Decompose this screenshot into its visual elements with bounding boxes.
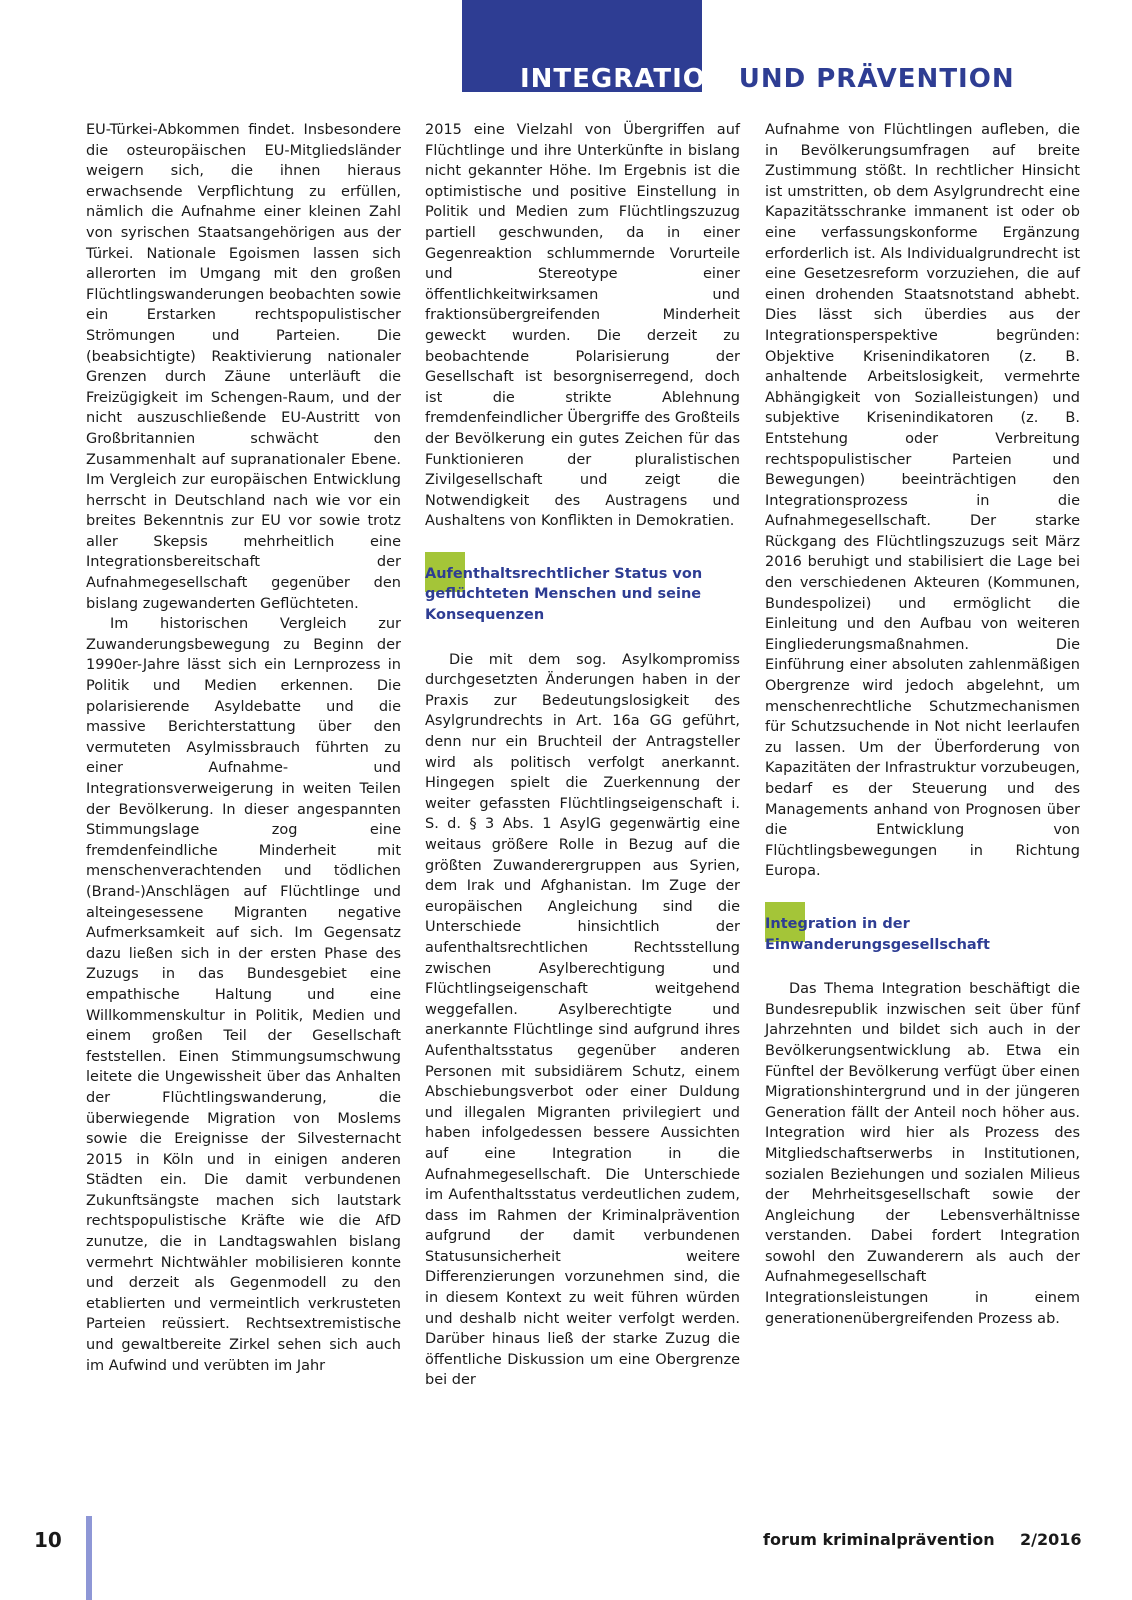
paragraph: Aufnahme von Flüchtlingen aufleben, die in Bevölkerungsumfragen auf breite Zustimmung stößt. In rechtlicher Hinsicht ist umstritten, ob dem Asylgrundrecht eine Kapazitätsschranke immanent ist oder ob eine verfassungskonforme Ergänzung erforderlich ist. Als Individualgrundrecht ist eine Gesetzesreform vorzuziehen, die auf einen drohenden Staatsnotstand abhebt. Dies lässt sich überdies aus der Integrationsperspektive begründen: Objektive Krisenindikatoren (z. B. anhaltende Arbeitslosigkeit, vermehrte Abhängigkeit von Sozialleistungen) und subjektive Krisenindikatoren (z. B. Entstehung oder Verbreitung rechtspopulistischer Parteien und Bewegungen) beeinträchtigen den Integrationsprozess in die Aufnahmegesellschaft. Der starke Rückgang des Flüchtlingszuzugs seit März 2016 beruhigt und stabilisiert die Lage bei den verschiedenen Akteuren (Kommunen, Bundespolizei) und ermöglicht die Einleitung und den Aufbau von weiteren Eingliederungsmaßnahmen. Die Einführung einer absoluten zahlenmäßigen Obergrenze wird jedoch abgelehnt, um menschenrechtliche Schutzmechanismen für Schutzsuchende in Not nicht leerlaufen zu lassen. Um der Überforderung von Kapazitäten der Infrastruktur vorzubeugen, bedarf es der Steuerung und des Managements anhand von Prognosen über die Entwicklung von Flüchtlingsbewegungen in Richtung Europa. — [765, 122, 1080, 880]
paragraph: Im historischen Vergleich zur Zuwanderungsbewegung zu Beginn der 1990er-Jahre lässt sich ein Lernprozess in Politik und Medien erkennen. Die polarisierende Asyldebatte und die massive Berichterstattung über den vermuteten Asylmissbrauch führten zu einer Aufnahme- und Integrationsverweigerung in weiten Teilen der Bevölkerung. In dieser angespannten Stimmungslage zog eine fremdenfeindliche Minderheit mit menschenverachtenden und tödlichen (Brand-)Anschlägen auf Flüchtlinge und alteingesessene Migranten negative Aufmerksamkeit auf sich. Im Gegensatz dazu ließen sich in der ersten Phase des Zuzugs in das Bundesgebiet eine empathische Haltung und eine Willkommenskultur in Politik, Medien und einem großen Teil der Gesellschaft feststellen. Einen Stimmungsumschwung leitete die Ungewissheit über das Anhalten der Flüchtlingswanderung, die überwiegende Migration von Moslems sowie die Ereignisse der Silvesternacht 2015 in Köln und in einigen anderen Städten ein. Die damit verbundenen Zukunftsängste machen sich lautstark rechtspopulistische Kräfte wie die AfD zunutze, die in Landtagswahlen bislang vermehrt Nichtwähler mobilisieren konnte und derzeit als Gegenmodell zu den etablierten und vermeintlich verkrusteten Parteien reüssiert. Rechtsextremistische und gewaltbereite Zirkel sehen sich auch im Aufwind und verübten im Jahr — [86, 616, 401, 1374]
text-column-1 — [86, 120, 401, 1376]
header-word-integration: INTEGRATION — [520, 64, 729, 94]
text-column-3 — [765, 120, 1080, 1329]
text-column-2 — [425, 120, 740, 1391]
section-heading-block — [765, 902, 1080, 955]
issue-number: 2/2016 — [1020, 1530, 1082, 1549]
publication-name: forum kriminalprävention — [763, 1530, 995, 1549]
section-heading-block — [425, 552, 740, 626]
section-heading: Integration in der Einwanderungsgesellschaft — [765, 915, 990, 953]
page-number: 10 — [34, 1528, 62, 1552]
paragraph: Das Thema Integration beschäftigt die Bundesrepublik inzwischen seit über fünf Jahrzehnten und bildet sich auch in der Bevölkerungsentwicklung ab. Etwa ein Fünftel der Bevölkerung verfügt über einen Migrationshintergrund und in der jüngeren Generation fällt der Anteil noch höher aus. Integration wird hier als Prozess des Mitgliedschaftserwerbs in Institutionen, sozialen Beziehungen und sozialen Milieus der Mehrheitsgesellschaft sowie der Angleichung der Lebensverhältnisse verstanden. Dabei fordert Integration sowohl den Zuwanderern als auch der Aufnahmegesellschaft Integrationsleistungen in einem generationenübergreifenden Prozess ab. — [765, 981, 1080, 1327]
header-word-praevention: UND PRÄVENTION — [738, 64, 1015, 94]
section-heading: Aufenthaltsrechtlicher Status von geflüchteten Menschen und seine Konsequenzen — [425, 565, 703, 624]
footer-accent-bar — [86, 1516, 92, 1600]
section-header — [520, 62, 1015, 96]
paragraph: 2015 eine Vielzahl von Übergriffen auf Flüchtlinge und ihre Unterkünfte in bislang nicht gekannter Höhe. Im Ergebnis ist die optimistische und positive Einstellung in Politik und Medien zum Flüchtlingszuzug partiell geschwunden, da in einer Gegenreaktion schlummernde Vorurteile und Stereotype einer öffentlichkeitwirksamen und fraktionsübergreifenden Minderheit geweckt wurden. Die derzeit zu beobachtende Polarisierung der Gesellschaft ist besorgniserregend, doch ist die strikte Ablehnung fremdenfeindlicher Übergriffe des Großteils der Bevölkerung ein gutes Zeichen für das Funktionieren der pluralistischen Zivilgesellschaft und zeigt die Notwendigkeit des Austragens und Aushaltens von Konflikten in Demokratien. — [425, 122, 740, 530]
paragraph: EU-Türkei-Abkommen findet. Insbesondere die osteuropäischen EU-Mitgliedsländer weigern sich, die ihnen hieraus erwachsende Verpflichtung zu erfüllen, nämlich die Aufnahme einer kleinen Zahl von syrischen Staatsangehörigen aus der Türkei. Nationale Egoismen lassen sich allerorten im Umgang mit den großen Flüchtlingswanderungen beobachten sowie ein Erstarken rechtspopulistischer Strömungen und Parteien. Die (beabsichtigte) Reaktivierung nationaler Grenzen durch Zäune unterläuft die Freizügigkeit im Schengen-Raum, und der nicht auszuschließende EU-Austritt von Großbritannien schwächt den Zusammenhalt auf supranationaler Ebene. Im Vergleich zur europäischen Entwicklung herrscht in Deutschland nach wie vor ein breites Bekenntnis zur EU vor sowie trotz aller Skepsis mehrheitlich eine Integrationsbereitschaft der Aufnahmegesellschaft gegenüber den bislang zugewanderten Geflüchteten. — [86, 122, 401, 612]
paragraph: Die mit dem sog. Asylkompromiss durchgesetzten Änderungen haben in der Praxis zur Bedeutungslosigkeit des Asylgrundrechts in Art. 16a GG geführt, denn nur ein Bruchteil der Antragsteller wird als politisch verfolgt anerkannt. Hingegen spielt die Zuerkennung der weiter gefassten Flüchtlingseigenschaft i. S. d. § 3 Abs. 1 AsylG gegenwärtig eine weitaus größere Rolle in Bezug auf die größten Zuwanderergruppen aus Syrien, dem Irak und Afghanistan. Im Zuge der europäischen Angleichung sind die Unterschiede hinsichtlich der aufenthaltsrechtlichen Rechtsstellung zwischen Asylberechtigung und Flüchtlingseigenschaft weitgehend weggefallen. Asylberechtigte und anerkannte Flüchtlinge sind aufgrund ihres Aufenthaltsstatus gegenüber anderen Personen mit subsidiärem Schutz, einem Abschiebungsverbot oder einer Duldung und illegalen Migranten privilegiert und haben infolgedessen bessere Aussichten auf eine Integration in die Aufnahmegesellschaft. Die Unterschiede im Aufenthaltsstatus verdeutlichen zudem, dass im Rahmen der Kriminalprävention aufgrund der damit verbundenen Statusunsicherheit weitere Differenzierungen vorzunehmen sind, die in diesem Kontext zu weit führen würden und deshalb nicht weiter verfolgt werden. Darüber hinaus ließ der starke Zuzug die öffentliche Diskussion um eine Obergrenze bei der — [425, 651, 740, 1389]
